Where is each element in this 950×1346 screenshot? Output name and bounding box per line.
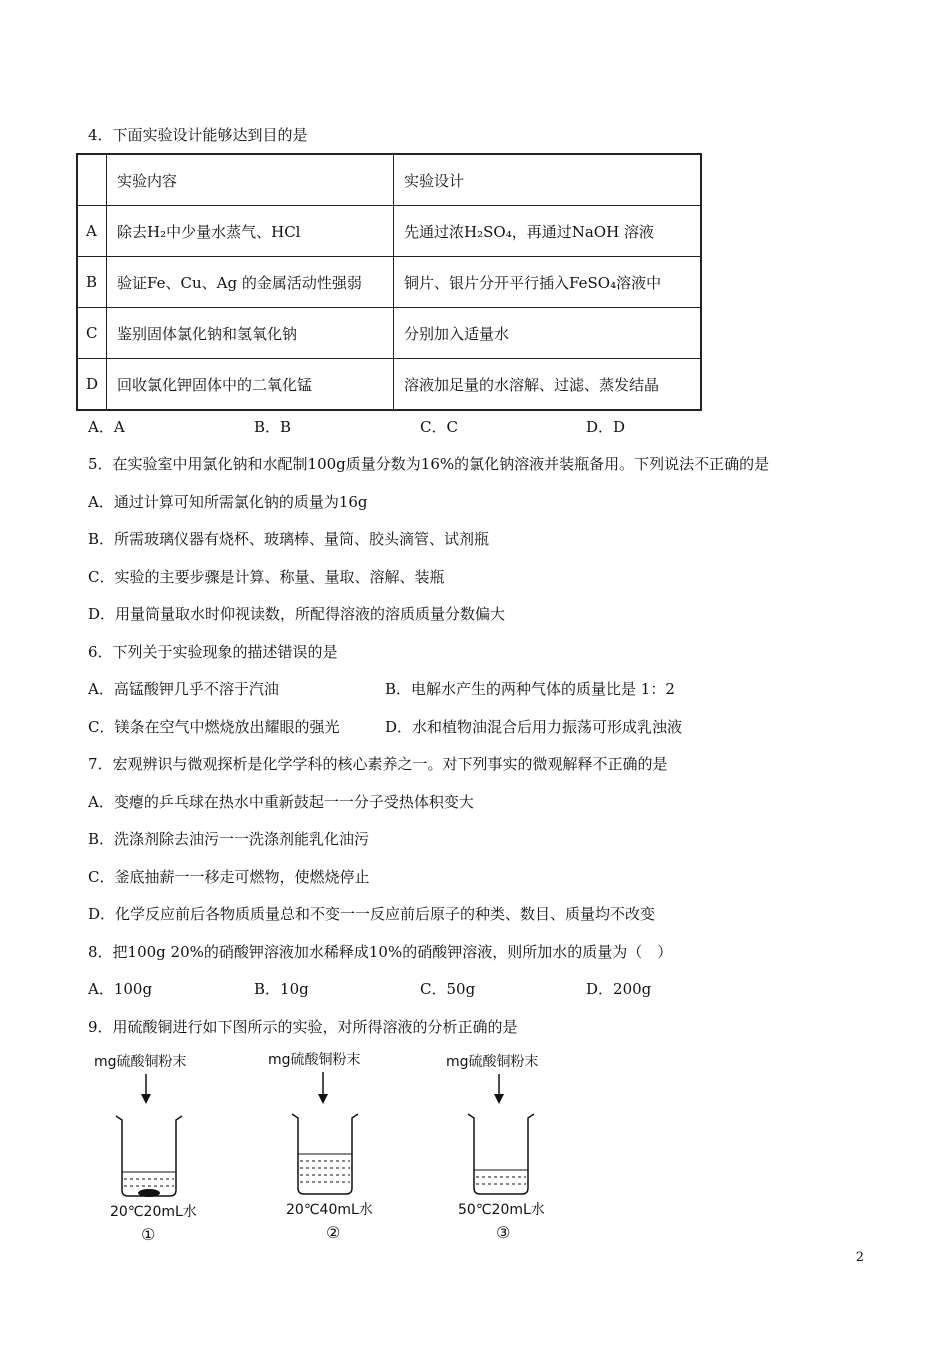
q5-option-a: A．通过计算可知所需氯化钠的质量为16g [88,493,368,511]
table-row [77,308,701,359]
beaker-1-top-label: mg硫酸铜粉末 [94,1054,187,1070]
beaker-2-number: ② [326,1223,341,1242]
q6-option-d: D．水和植物油混合后用力振荡可形成乳浊液 [385,718,683,736]
q7-stem: 7．宏观辨识与微观探析是化学学科的核心素养之一。对下列事实的微观解释不正确的是 [88,755,668,773]
q5-option-b: B．所需玻璃仪器有烧杯、玻璃棒、量筒、胶头滴管、试剂瓶 [88,530,490,548]
beaker-3 [446,1053,545,1242]
row-key: C [77,308,107,359]
beaker-outline [116,1116,182,1196]
q4-stem: 4．下面实验设计能够达到目的是 [88,126,308,144]
q8-stem: 8．把100g 20%的硝酸钾溶液加水稀释成10%的硝酸钾溶液，则所加水的质量为（ ） [88,943,673,961]
arrow-down-icon [494,1094,504,1104]
q6-option-a: A．高锰酸钾几乎不溶于汽油 [88,680,279,698]
page-number: 2 [855,1250,864,1265]
q5-stem: 5．在实验室中用氯化钠和水配制100g质量分数为16%的氯化钠溶液并装瓶备用。下列说法不正确的是 [88,455,770,473]
table-header-design: 实验设计 [394,154,701,206]
beaker-2 [268,1051,373,1242]
q4-option-b: B．B [254,418,292,436]
row-design: 铜片、银片分开平行插入FeSO₄溶液中 [394,257,701,308]
row-key: B [77,257,107,308]
q4-option-d: D．D [586,418,626,436]
q6-stem: 6．下列关于实验现象的描述错误的是 [88,643,338,661]
row-key: A [77,206,107,257]
row-content: 鉴别固体氯化钠和氢氧化钠 [107,308,394,359]
q8-option-a: A．100g [88,980,153,998]
row-design: 分别加入适量水 [394,308,701,359]
beaker-3-bottom-label: 50℃20mL水 [458,1202,545,1218]
q4-option-a: A．A [88,418,125,436]
table-row [77,359,701,411]
row-key: D [77,359,107,411]
beaker-1-bottom-label: 20℃20mL水 [110,1204,197,1220]
table-header-row [77,154,701,206]
q5-option-c: C．实验的主要步骤是计算、称量、量取、溶解、装瓶 [88,568,445,586]
row-content: 验证Fe、Cu、Ag 的金属活动性强弱 [107,257,394,308]
q4-table [76,153,702,411]
q9-stem: 9．用硫酸铜进行如下图所示的实验，对所得溶液的分析正确的是 [88,1018,518,1036]
table-row [77,257,701,308]
q8-option-b: B．10g [254,980,309,998]
q7-option-d: D．化学反应前后各物质质量总和不变一一反应前后原子的种类、数目、质量均不改变 [88,905,656,923]
q6-option-b: B．电解水产生的两种气体的质量比是 1：2 [385,680,675,698]
beaker-figure [90,1048,570,1248]
row-content: 回收氯化钾固体中的二氧化锰 [107,359,394,411]
table-cell [77,154,107,206]
beaker-2-top-label: mg硫酸铜粉末 [268,1052,361,1068]
beaker-3-top-label: mg硫酸铜粉末 [446,1054,539,1070]
table-header-content: 实验内容 [107,154,394,206]
beaker-1 [94,1053,197,1244]
q7-option-b: B．洗涤剂除去油污一一洗涤剂能乳化油污 [88,830,370,848]
q7-option-a: A．变瘪的乒乓球在热水中重新鼓起一一分子受热体积变大 [88,793,474,811]
arrow-down-icon [141,1094,151,1104]
row-content: 除去H₂中少量水蒸气、HCl [107,206,394,257]
beaker-outline [468,1114,534,1194]
q4-option-c: C．C [420,418,458,436]
beaker-1-number: ① [141,1225,156,1244]
arrow-down-icon [318,1094,328,1104]
q7-option-c: C．釜底抽薪一一移走可燃物，使燃烧停止 [88,868,370,886]
q8-option-c: C．50g [420,980,476,998]
row-design: 先通过浓H₂SO₄，再通过NaOH 溶液 [394,206,701,257]
beaker-2-bottom-label: 20℃40mL水 [286,1202,373,1218]
q5-option-d: D．用量筒量取水时仰视读数，所配得溶液的溶质质量分数偏大 [88,605,506,623]
row-design: 溶液加足量的水溶解、过滤、蒸发结晶 [394,359,701,411]
table-row [77,206,701,257]
q8-option-d: D．200g [586,980,652,998]
beaker-3-number: ③ [496,1223,511,1242]
undissolved-solid [138,1189,160,1197]
q6-option-c: C．镁条在空气中燃烧放出耀眼的强光 [88,718,340,736]
